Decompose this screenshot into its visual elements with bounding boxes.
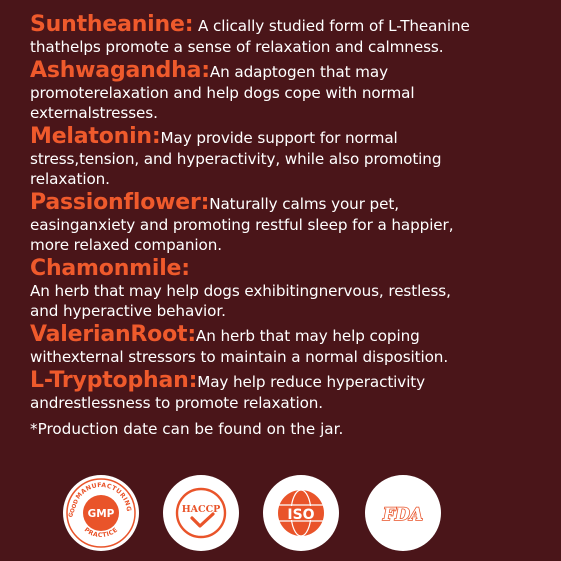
- ingredient-description: and hyperactive behavior.: [30, 302, 226, 320]
- gmp-ring-left-text: GOOD: [68, 498, 81, 519]
- haccp-label: HACCP: [181, 504, 221, 515]
- ingredient-name: Chamonmile:: [30, 256, 190, 281]
- ingredient-valerian-root: [30, 322, 539, 367]
- ingredient-description: May help reduce hyperactivity: [197, 373, 426, 391]
- gmp-badge-icon: [63, 475, 139, 551]
- check-icon: [192, 514, 213, 526]
- ingredient-description: thathelps promote a sense of relaxation and calmness.: [30, 38, 444, 56]
- ingredient-suntheanine: [30, 12, 539, 57]
- gmp-ring-bottom-text: PRACTICE: [82, 526, 120, 540]
- ingredient-name: Melatonin:: [30, 124, 161, 149]
- ingredient-description: A clically studied form of L-Theanine: [193, 17, 470, 35]
- fda-label: FDA: [382, 505, 424, 525]
- ingredient-description: An herb that may help dogs exhibitingnervous, restless,: [30, 282, 451, 300]
- certification-badges: [63, 475, 443, 551]
- iso-label: ISO: [287, 507, 315, 523]
- haccp-badge-icon: [163, 475, 239, 551]
- ingredient-description: easinganxiety and promoting restful sleep for a happier,: [30, 216, 454, 234]
- ingredient-name: Passionflower:: [30, 190, 210, 215]
- ingredient-description: An adaptogen that may: [209, 63, 388, 81]
- ingredient-name: ValerianRoot:: [30, 322, 196, 347]
- iso-badge-icon: [263, 475, 339, 551]
- ingredient-description: withexternal stressors to maintain a normal disposition.: [30, 348, 449, 366]
- ingredient-melatonin: [30, 124, 539, 189]
- ingredient-chamomile: [30, 256, 539, 321]
- gmp-label: GMP: [87, 508, 115, 520]
- production-date-note: *Production date can be found on the jar.: [30, 420, 344, 438]
- gmp-ring-top-text: MANUFACTURING: [74, 481, 133, 513]
- ingredient-description: externalstresses.: [30, 104, 158, 122]
- ingredient-description: May provide support for normal: [160, 129, 398, 147]
- ingredient-description: Naturally calms your pet,: [209, 195, 399, 213]
- ingredient-name: Suntheanine:: [30, 12, 194, 37]
- ingredient-description: more relaxed companion.: [30, 236, 222, 254]
- ingredient-description: stress,tension, and hyperactivity, while also promoting: [30, 150, 442, 168]
- ingredient-l-tryptophan: [30, 368, 539, 413]
- ingredient-description: promoterelaxation and help dogs cope with normal: [30, 84, 415, 102]
- ingredient-name: Ashwagandha:: [30, 58, 210, 83]
- ingredient-ashwagandha: [30, 58, 539, 123]
- fda-badge-icon: [365, 475, 441, 551]
- ingredient-description: relaxation.: [30, 170, 110, 188]
- ingredient-description: An herb that may help coping: [195, 327, 420, 345]
- ingredient-name: L-Tryptophan:: [30, 368, 198, 393]
- ingredient-description: andrestlessness to promote relaxation.: [30, 394, 324, 412]
- ingredient-passionflower: [30, 190, 539, 255]
